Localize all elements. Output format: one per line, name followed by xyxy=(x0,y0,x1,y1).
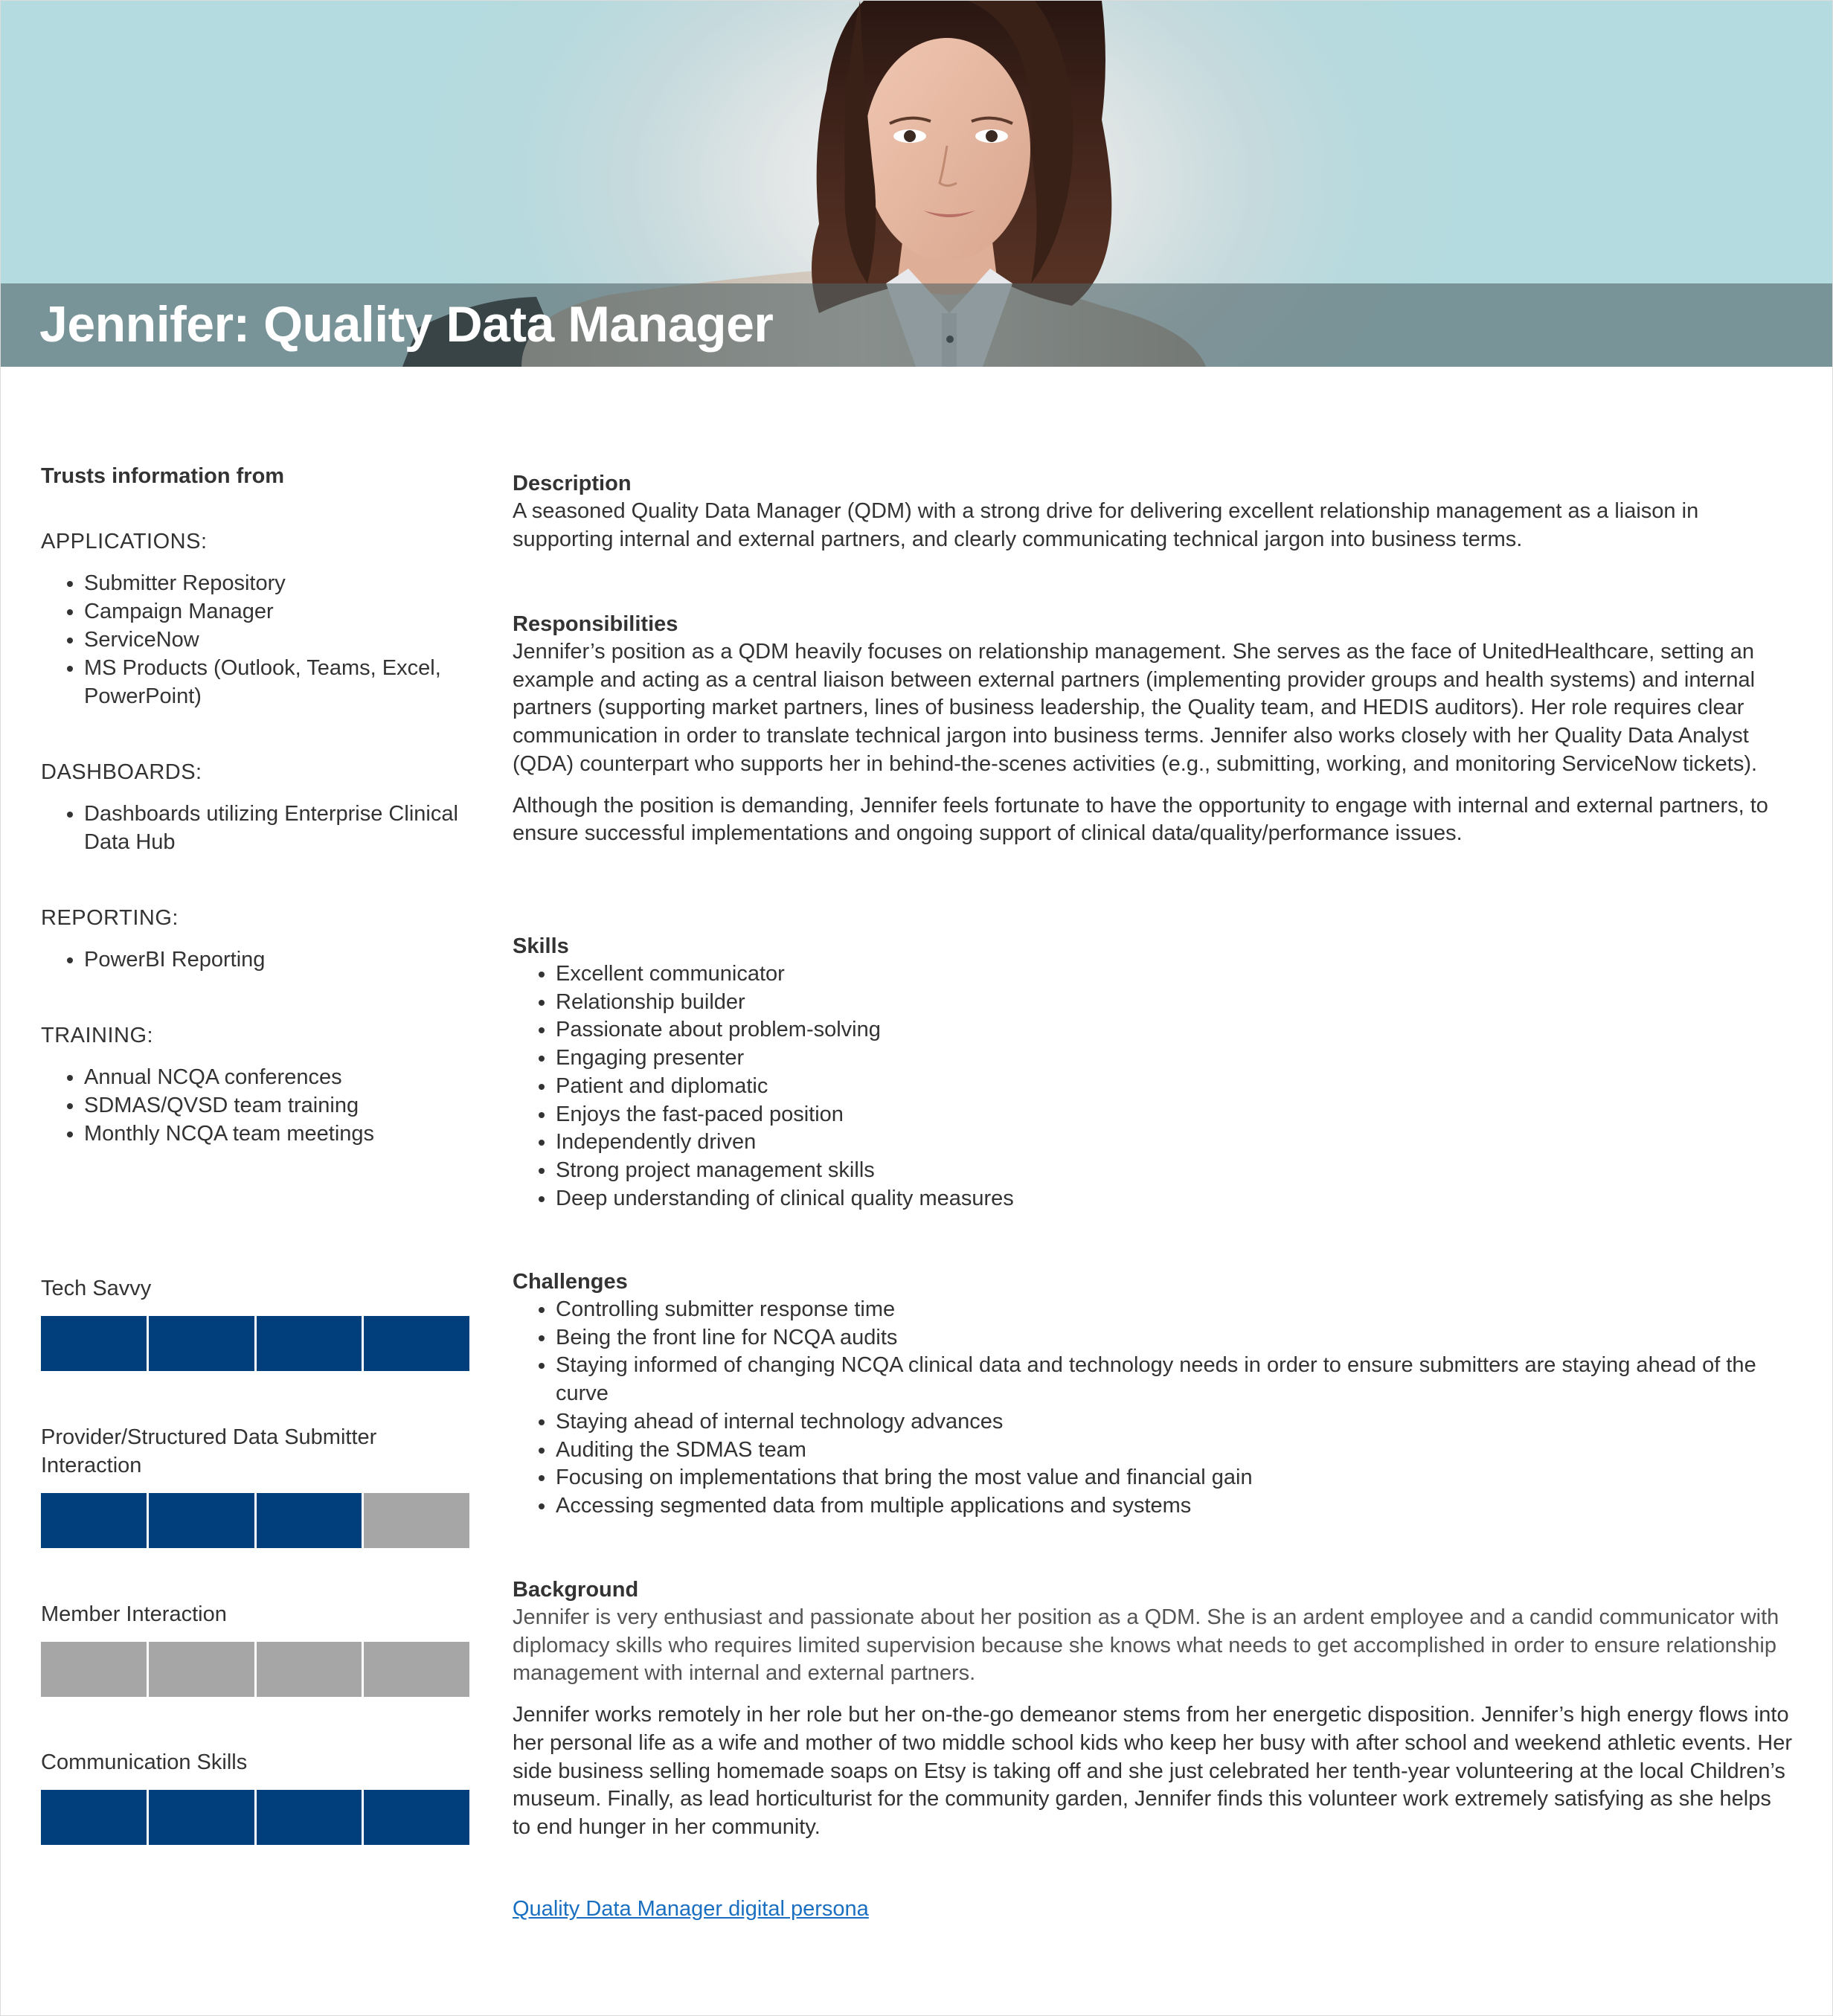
meter-segment-filled xyxy=(41,1790,147,1845)
description-text: A seasoned Quality Data Manager (QDM) with a strong drive for delivering excellent relationship management as a liaison in supporting internal and external partners, and clearly communicating technical jargon into business terms. xyxy=(513,499,1699,551)
list-item: • SDMAS/QVSD team training xyxy=(84,1091,472,1120)
reporting-label: REPORTING: xyxy=(41,906,179,930)
meter-label: Communication Skills xyxy=(41,1750,248,1774)
dashboards-group xyxy=(41,758,472,856)
challenges-heading: Challenges xyxy=(513,1270,628,1294)
background-heading: Background xyxy=(513,1578,639,1602)
list-item: • Deep understanding of clinical quality measures xyxy=(556,1185,1794,1213)
reporting-list xyxy=(41,946,472,974)
page-title: Jennifer: Quality Data Manager xyxy=(39,296,774,353)
training-label: TRAINING: xyxy=(41,1024,154,1047)
applications-label: APPLICATIONS: xyxy=(41,530,208,553)
rating-meter xyxy=(41,1316,469,1371)
trusted-sources-sidebar xyxy=(41,462,472,1195)
description-heading: Description xyxy=(513,472,632,495)
rating-meter xyxy=(41,1642,469,1697)
list-item: • Dashboards utilizing Enterprise Clinical Data Hub xyxy=(84,800,472,856)
description-section xyxy=(513,469,1794,553)
challenges-list xyxy=(513,1296,1794,1521)
meter-segment-filled xyxy=(149,1790,254,1845)
communication-skills-meter-group xyxy=(41,1748,469,1845)
list-item: • PowerBI Reporting xyxy=(84,946,472,974)
responsibilities-heading: Responsibilities xyxy=(513,612,678,636)
member-interaction-meter-group xyxy=(41,1600,469,1697)
applications-group xyxy=(41,527,472,710)
link-section xyxy=(513,1895,1794,1924)
list-item: • Focusing on implementations that bring the most value and financial gain xyxy=(556,1464,1794,1492)
list-item: • Staying informed of changing NCQA clinical data and technology needs in order to ensure submitters are staying ahead of the curve xyxy=(556,1352,1794,1407)
list-item: • Monthly NCQA team meetings xyxy=(84,1120,472,1148)
background-paragraph-2: Jennifer works remotely in her role but her on-the-go demeanor stems from her energetic disposition. Jennifer’s high energy flows into her personal life as a wife and mother of two middle school kids who keep her busy with after school and weekend athletic events. Her side business selling homemade soaps on Etsy is taking off and she just celebrated her tenth-year volunteering at the local Children’s museum. Finally, as lead horticulturist for the community garden, Jennifer finds this volunteer work extremely satisfying as she helps to end hunger in her community. xyxy=(513,1703,1792,1839)
dashboards-label: DASHBOARDS: xyxy=(41,760,202,784)
meter-segment-filled xyxy=(149,1316,254,1371)
meter-segment-empty xyxy=(41,1642,147,1697)
meter-segment-filled xyxy=(257,1316,362,1371)
responsibilities-paragraph-2: Although the position is demanding, Jennifer feels fortunate to have the opportunity to engage with internal and external partners, to ensure successful implementations and ongoing support of clinical data/quality/performance issues. xyxy=(513,793,1768,846)
list-item: • Relationship builder xyxy=(556,989,1794,1017)
list-item: • MS Products (Outlook, Teams, Excel, PowerPoint) xyxy=(84,654,472,710)
meter-label: Provider/Structured Data Submitter Interaction xyxy=(41,1425,377,1477)
applications-list xyxy=(41,569,472,710)
skills-heading: Skills xyxy=(513,934,569,958)
meter-segment-filled xyxy=(41,1316,147,1371)
list-item: • Submitter Repository xyxy=(84,569,472,597)
meter-segment-empty xyxy=(364,1642,469,1697)
list-item: • Patient and diplomatic xyxy=(556,1073,1794,1101)
skills-list xyxy=(513,960,1794,1213)
meter-segment-filled xyxy=(41,1493,147,1548)
meter-segment-empty xyxy=(364,1493,469,1548)
responsibilities-paragraph-1: Jennifer’s position as a QDM heavily focuses on relationship management. She serves as the face of UnitedHealthcare, setting an example and acting as a central liaison between external partners (implementing provider groups and health systems) and internal partners (supporting market partners, lines of business leadership, the Quality team, and HEDIS auditors). Her role requires clear communication in order to translate technical jargon into business terms. Jennifer also works closely with her Quality Data Analyst (QDA) counterpart who supports her in behind-the-scenes activities (e.g., submitting, working, and monitoring ServiceNow tickets). xyxy=(513,640,1758,776)
list-item: • Independently driven xyxy=(556,1129,1794,1157)
list-item: • Engaging presenter xyxy=(556,1044,1794,1073)
training-group xyxy=(41,1021,472,1148)
list-item: • Enjoys the fast-paced position xyxy=(556,1101,1794,1129)
background-section xyxy=(513,1576,1794,1842)
list-item: • Staying ahead of internal technology advances xyxy=(556,1408,1794,1436)
responsibilities-section xyxy=(513,610,1794,848)
meter-segment-filled xyxy=(257,1493,362,1548)
list-item: • Campaign Manager xyxy=(84,597,472,626)
meter-segment-filled xyxy=(364,1790,469,1845)
digital-persona-link[interactable]: Quality Data Manager digital persona xyxy=(513,1897,869,1921)
meter-segment-empty xyxy=(257,1642,362,1697)
list-item: • Strong project management skills xyxy=(556,1157,1794,1185)
tech-savvy-meter-group xyxy=(41,1274,469,1371)
trusts-heading: Trusts information from xyxy=(41,464,285,488)
list-item: • Annual NCQA conferences xyxy=(84,1063,472,1091)
list-item: • Excellent communicator xyxy=(556,960,1794,989)
meter-label: Member Interaction xyxy=(41,1602,227,1626)
list-item: • ServiceNow xyxy=(84,626,472,654)
training-list xyxy=(41,1063,472,1148)
list-item: • Controlling submitter response time xyxy=(556,1296,1794,1324)
reporting-group xyxy=(41,904,472,974)
meter-segment-filled xyxy=(364,1316,469,1371)
submitter-interaction-meter-group xyxy=(41,1423,469,1548)
rating-meter xyxy=(41,1790,469,1845)
dashboards-list xyxy=(41,800,472,856)
background-paragraph-1: Jennifer is very enthusiast and passionate about her position as a QDM. She is an ardent employee and a candid communicator with diplomacy skills who requires limited supervision because she knows what needs to get accomplished in order to ensure relationship management with internal and external partners. xyxy=(513,1605,1779,1686)
challenges-section xyxy=(513,1268,1794,1521)
hero-banner xyxy=(1,1,1832,367)
meter-label: Tech Savvy xyxy=(41,1277,152,1300)
list-item: • Accessing segmented data from multiple applications and systems xyxy=(556,1492,1794,1521)
meter-segment-filled xyxy=(257,1790,362,1845)
list-item: • Auditing the SDMAS team xyxy=(556,1436,1794,1465)
list-item: • Passionate about problem-solving xyxy=(556,1016,1794,1044)
meter-segment-empty xyxy=(149,1642,254,1697)
meter-segment-filled xyxy=(149,1493,254,1548)
rating-meter xyxy=(41,1493,469,1548)
skills-section xyxy=(513,932,1794,1213)
list-item: • Being the front line for NCQA audits xyxy=(556,1324,1794,1352)
